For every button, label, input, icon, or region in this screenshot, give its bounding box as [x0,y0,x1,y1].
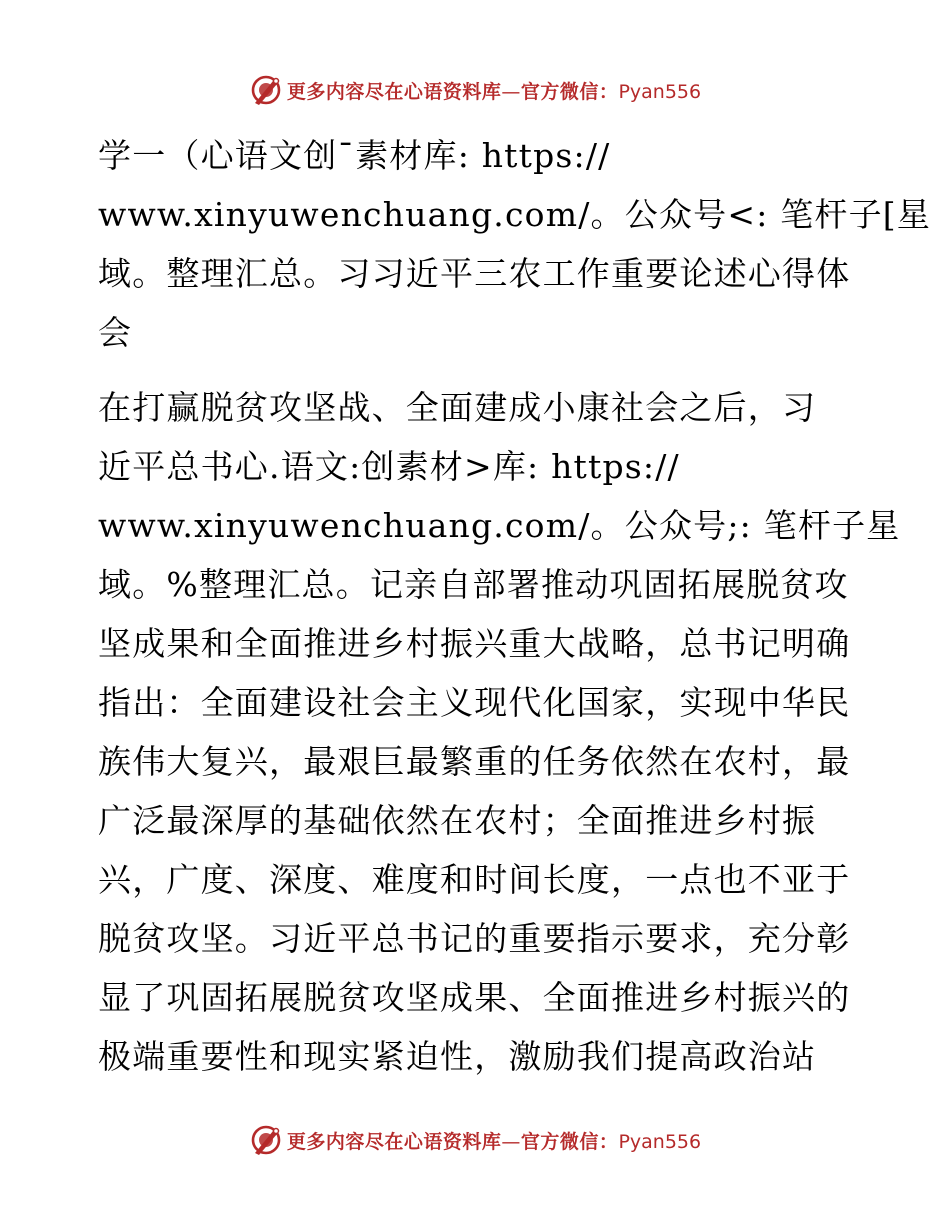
text-line: 域。%整理汇总。记亲自部署推动巩固拓展脱贫攻 [98,565,849,604]
banner-wechat-label: 官方微信： [520,80,619,103]
text-line: 会 [98,313,133,352]
text-line: 显了巩固拓展脱贫攻坚成果、全面推进乡村振兴的 [98,978,851,1017]
footer-banner [0,1120,950,1160]
text-line: www.xinyuwenchuang.com/。公众号<: 笔杆子[星 [98,195,932,234]
banner-site-name: 更多内容尽在心语资料库 [286,80,502,103]
banner-wechat-id: Pyan556 [618,80,702,103]
paragraph-1 [98,126,932,362]
text-line: 在打赢脱贫攻坚战、全面建成小康社会之后，习 [98,388,817,427]
banner-site-name: 更多内容尽在心语资料库 [286,1130,502,1153]
text-line: www.xinyuwenchuang.com/。公众号;: 笔杆子星 [98,506,901,545]
banner-separator: — [501,80,521,103]
header-banner-text [287,77,701,104]
text-line: 域。整理汇总。习习近平三农工作重要论述心得体 [98,254,851,293]
banner-wechat-label: 官方微信： [520,1130,619,1153]
text-line: 学一（心语文创¯素材库: https:// [98,136,611,175]
text-line: 广泛最深厚的基础依然在农村；全面推进乡村振 [98,801,817,840]
text-line: 兴，广度、深度、难度和时间长度，一点也不亚于 [98,860,851,899]
paragraph-2 [98,378,901,1086]
text-line: 脱贫攻坚。习近平总书记的重要指示要求，充分彰 [98,919,851,958]
footer-banner-text [287,1127,701,1154]
text-line: 近平总书心.语文:创素材>库: https:// [98,447,680,486]
text-line: 极端重要性和现实紧迫性，激励我们提高政治站 [98,1037,817,1076]
text-line: 族伟大复兴，最艰巨最繁重的任务依然在农村，最 [98,742,851,781]
banner-separator: — [501,1130,521,1153]
text-line: 坚成果和全面推进乡村振兴重大战略，总书记明确 [98,624,851,663]
brush-logo-icon [249,73,283,107]
header-banner [0,70,950,110]
brush-logo-icon [249,1123,283,1157]
document-body [98,126,932,1086]
banner-wechat-id: Pyan556 [618,1130,702,1153]
text-line: 指出：全面建设社会主义现代化国家，实现中华民 [98,683,851,722]
